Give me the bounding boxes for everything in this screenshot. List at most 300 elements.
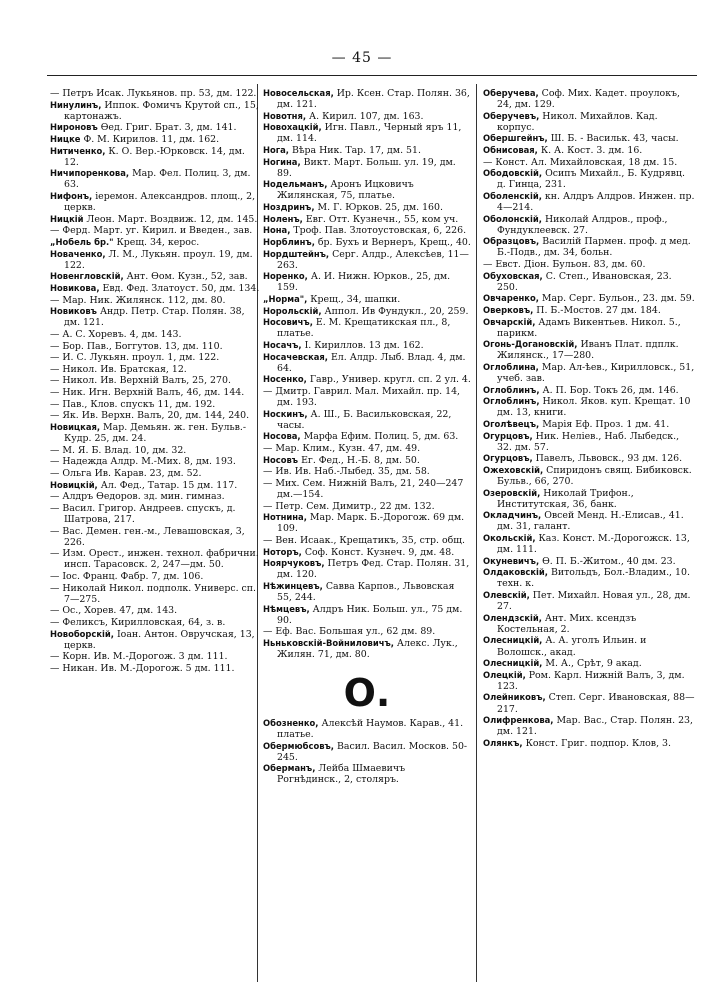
- directory-entry: [263, 638, 471, 660]
- entry-details: Каз. Конст. М.-Дорогожск. 13, дм. 111.: [497, 533, 690, 556]
- entry-surname: Носачевская,: [263, 351, 328, 362]
- directory-entry: [263, 478, 471, 500]
- entry-details: — М. Я. Б. Влад. 10, дм. 32.: [50, 444, 187, 456]
- directory-entry: [50, 456, 260, 467]
- directory-entry: [263, 443, 471, 454]
- directory-entry: [483, 613, 695, 635]
- directory-entry: [50, 146, 260, 168]
- directory-entry: [483, 431, 695, 453]
- entry-surname: Ничипоренкова,: [50, 168, 130, 179]
- entry-surname: Нѣмцевъ,: [263, 603, 310, 614]
- entry-details: Овсей Менд. Н.-Елисав., 41. дм. 31, галант.: [497, 510, 684, 533]
- directory-entry: [50, 583, 260, 605]
- entry-surname: Озеровскій,: [483, 487, 541, 498]
- directory-entry: [263, 535, 471, 546]
- directory-entry: [263, 225, 471, 236]
- entry-details: Троф. Пав. Злотоустовская, 6, 226.: [293, 225, 467, 237]
- entry-surname: Норенко,: [263, 271, 308, 282]
- entry-surname: Новикова,: [50, 282, 100, 293]
- directory-entry: [263, 501, 471, 512]
- entry-details: — Іос. Франц. Фабр. 7, дм. 106.: [50, 570, 204, 582]
- entry-surname: Ноздринъ,: [263, 202, 315, 213]
- entry-details: Петръ Фед. Стар. Полян. 31, дм. 120.: [277, 558, 470, 581]
- directory-entry: [263, 317, 471, 339]
- directory-entry: [263, 741, 471, 763]
- entry-details: — Еф. Вас. Большая ул., 62 дм. 89.: [263, 626, 436, 638]
- entry-surname: Ноторъ,: [263, 546, 302, 557]
- entry-details: — Ос., Хорев. 47, дм. 143.: [50, 605, 178, 617]
- entry-surname: Новаченко,: [50, 248, 106, 259]
- directory-entry: [50, 617, 260, 628]
- entry-details: Мар. Демьян. ж. ген. Бульв.-Кудр. 25, дм. 24.: [64, 422, 247, 445]
- entry-details: К. О. Вер.-Юрковск. 14, дм. 12.: [64, 145, 245, 168]
- entry-details: — Ферд. Март. уг. Кирил. и Введен., зав.: [50, 225, 253, 237]
- entry-details: Конст. Григ. подпор. Клов, 3.: [525, 737, 671, 749]
- entry-surname: Носенко,: [263, 374, 307, 385]
- entry-details: — Пав., Клов. спускъ 11, дм. 192.: [50, 398, 216, 410]
- directory-entry: [263, 145, 471, 156]
- directory-entry: [483, 133, 695, 144]
- entry-surname: Ницкій: [50, 213, 84, 224]
- entry-details: Марія Еф. Проз. 1 дм. 41.: [542, 419, 670, 431]
- directory-entry: [483, 692, 695, 714]
- entry-surname: Огурцовъ,: [483, 453, 533, 464]
- directory-entry: [483, 88, 695, 110]
- column-divider: [476, 84, 477, 982]
- entry-surname: Оголѣвецъ,: [483, 419, 540, 430]
- directory-entry: [263, 626, 471, 637]
- entry-surname: Окладчинъ,: [483, 510, 542, 521]
- directory-entry: [50, 168, 260, 190]
- entry-surname: Овчарскій,: [483, 316, 536, 327]
- entry-details: — Мар. Ник. Жилянск. 112, дм. 80.: [50, 294, 226, 306]
- entry-surname: Оболонскій,: [483, 213, 542, 224]
- entry-surname: Носова,: [263, 431, 301, 442]
- directory-column-2: [263, 88, 471, 786]
- section-letter-heading: О.: [343, 670, 391, 715]
- entry-details: Марфа Ефим. Полиц. 5, дм. 63.: [303, 431, 459, 443]
- entry-details: Мар. Марк. Б.-Дорогож. 69 дм. 109.: [277, 512, 465, 535]
- directory-entry: [483, 510, 695, 532]
- entry-details: Мар. Вас., Стар. Полян. 23, дм. 121.: [497, 715, 693, 738]
- entry-details: Пет. Михайл. Новая ул., 28, дм. 27.: [497, 590, 691, 613]
- entry-details: бр. Бухъ и Вернеръ, Крещ., 40.: [317, 236, 471, 248]
- entry-details: Алдръ Ник. Больш. ул., 75 дм. 90.: [277, 603, 463, 626]
- entry-details: Аппол. Ив Фундукл., 20, 259.: [324, 305, 469, 317]
- entry-surname: Оболенскій,: [483, 190, 542, 201]
- directory-entry: [483, 214, 695, 236]
- entry-surname: Оглоблинъ,: [483, 396, 540, 407]
- directory-entry: [50, 100, 260, 122]
- entry-surname: Нитиченко,: [50, 145, 106, 156]
- entry-details: С. Степ., Ивановская, 23. 250.: [497, 270, 672, 293]
- entry-surname: Новоборскій,: [50, 628, 114, 639]
- directory-entry: [50, 663, 260, 674]
- entry-surname: Носовичъ,: [263, 317, 313, 328]
- directory-entry: [483, 317, 695, 339]
- entry-details: А. П. Бор. Токъ 26, дм. 146.: [542, 384, 679, 396]
- directory-entry: [483, 271, 695, 293]
- entry-surname: „Нобель бр.": [50, 236, 114, 247]
- directory-entry: [50, 364, 260, 375]
- entry-details: — Вас. Демен. ген.-м., Левашовская, 3, 226.: [50, 525, 245, 548]
- entry-details: І. Кириллов. 13 дм. 162.: [304, 339, 424, 351]
- directory-entry: [483, 385, 695, 396]
- directory-entry: [50, 571, 260, 582]
- entry-details: А. Кирил. 107, дм. 163.: [309, 110, 424, 122]
- directory-entry: [483, 556, 695, 567]
- directory-entry: [263, 340, 471, 351]
- entry-details: А. А. уголъ Ильин. и Волошск., акад.: [497, 635, 647, 658]
- entry-details: Л. М., Лукьян. проул. 19, дм. 122.: [64, 248, 253, 271]
- directory-entry: [483, 236, 695, 258]
- directory-entry: [263, 409, 471, 431]
- entry-details: Ант. Өом. Кузн., 52, зав.: [126, 271, 248, 283]
- entry-details: Евг. Отт. Кузнечн., 55, ком уч.: [305, 213, 459, 225]
- entry-details: — Ник. Игн. Верхній Валъ, 46, дм. 144.: [50, 387, 245, 399]
- directory-entry: [483, 670, 695, 692]
- directory-entry: [263, 718, 471, 740]
- directory-entry: [263, 88, 471, 110]
- page-number: — 45 —: [331, 50, 393, 66]
- entry-details: Спиридонъ свящ. Бибиковск. Бульв., 66, 270.: [497, 465, 692, 488]
- entry-surname: Оберманъ,: [263, 763, 316, 774]
- entry-surname: Нинулинъ,: [50, 99, 102, 110]
- entry-details: Вѣра Ник. Тар. 17, дм. 51.: [291, 145, 421, 157]
- entry-details: Мар. Ал-ѣев., Кирилловск., 51, учеб. зав.: [497, 362, 695, 385]
- directory-entry: [263, 271, 471, 293]
- entry-details: Евд. Фед. Златоуст. 50, дм. 134.: [102, 282, 260, 294]
- entry-details: Мар. Фел. Полиц. 3, дм. 63.: [64, 168, 251, 191]
- entry-surname: Новицкая,: [50, 422, 101, 433]
- directory-entry: [263, 306, 471, 317]
- directory-entry: [483, 488, 695, 510]
- entry-details: — Ив. Ив. Наб.-Лыбед. 35, дм. 58.: [263, 466, 430, 478]
- directory-entry: [50, 88, 260, 99]
- directory-entry: [263, 466, 471, 477]
- entry-details: — Николай Никол. подполк. Универс. сп. 7—275.: [50, 582, 257, 605]
- entry-surname: Окольскій,: [483, 533, 536, 544]
- entry-surname: Нодельманъ,: [263, 179, 328, 190]
- directory-entry: [263, 202, 471, 213]
- entry-details: Ир. Ксен. Стар. Полян. 36, дм. 121.: [277, 88, 470, 111]
- directory-entry: [50, 122, 260, 133]
- entry-surname: Ногина,: [263, 156, 301, 167]
- directory-entry: [263, 386, 471, 408]
- directory-entry: [50, 445, 260, 456]
- entry-surname: Носовъ: [263, 454, 299, 465]
- directory-entry: [483, 590, 695, 612]
- directory-entry: [50, 651, 260, 662]
- entry-surname: Обермюбсовъ,: [263, 740, 334, 751]
- entry-details: — Феликсъ, Кирилловская, 64, з. в.: [50, 616, 226, 628]
- entry-details: Павелъ, Львовск., 93 дм. 126.: [535, 453, 683, 465]
- entry-details: Гавр., Универ. кругл. сп. 2 ул. 4.: [309, 374, 471, 386]
- entry-details: кн. Алдръ Алдров. Инжен. пр. 4—214.: [497, 190, 695, 214]
- directory-entry: [50, 283, 260, 294]
- entry-surname: Олянкъ,: [483, 737, 523, 748]
- directory-entry: [483, 293, 695, 304]
- entry-details: П. Б.-Мостов. 27 дм. 184.: [536, 305, 661, 317]
- entry-details: — Мар. Клим., Кузн. 47, дм. 49.: [263, 442, 421, 454]
- entry-surname: Норольскій,: [263, 305, 322, 316]
- directory-entry: [483, 305, 695, 316]
- entry-surname: Обуховская,: [483, 270, 543, 281]
- entry-details: К. А. Кост. 3. дм. 16.: [540, 145, 643, 157]
- entry-surname: Олейниковъ,: [483, 692, 546, 703]
- directory-entry: [483, 658, 695, 669]
- entry-surname: Ободовскій,: [483, 168, 543, 179]
- entry-surname: Нога,: [263, 145, 289, 156]
- entry-surname: Новицкій,: [50, 479, 98, 490]
- entry-details: А. И. Нижн. Юрков., 25, дм. 159.: [277, 271, 451, 294]
- entry-surname: Носкинъ,: [263, 408, 308, 419]
- directory-entry: [50, 605, 260, 616]
- entry-details: Ант. Мих. ксендзъ Костельная, 2.: [497, 612, 637, 635]
- entry-surname: „Норма",: [263, 293, 308, 304]
- entry-details: — Ольга Ив. Карав. 23, дм. 52.: [50, 467, 202, 479]
- directory-entry: [50, 629, 260, 651]
- directory-entry: [50, 214, 260, 225]
- entry-surname: Оглоблина,: [483, 362, 539, 373]
- directory-entry: [50, 375, 260, 386]
- directory-entry: [263, 179, 471, 201]
- directory-entry: [263, 122, 471, 144]
- directory-entry: [483, 453, 695, 464]
- directory-entry: [50, 548, 260, 570]
- entry-surname: Обозненко,: [263, 717, 319, 728]
- directory-entry: [50, 341, 260, 352]
- entry-details: — Изм. Орест., инжен. технол. фабрични. инсп. Тарасовск. 2, 247—дм. 50.: [50, 548, 259, 571]
- entry-details: — А. С. Хоревъ. 4, дм. 143.: [50, 328, 182, 340]
- entry-surname: Новотня,: [263, 110, 307, 121]
- directory-entry: [263, 512, 471, 534]
- entry-details: Игн. Павл., Черный яръ 11, дм. 114.: [277, 122, 462, 145]
- directory-entry: [50, 295, 260, 306]
- directory-entry: [263, 558, 471, 580]
- entry-details: — Як. Ив. Верхн. Валъ, 20, дм. 144, 240.: [50, 410, 250, 422]
- directory-entry: [50, 134, 260, 145]
- entry-details: Ел. Алдр. Лыб. Влад. 4, дм. 64.: [277, 351, 466, 374]
- entry-surname: Оглоблинъ,: [483, 384, 540, 395]
- entry-details: — И. С. Лукьян. проул. 1, дм. 122.: [50, 352, 220, 364]
- directory-entry: [483, 111, 695, 133]
- entry-surname: Обнисовая,: [483, 145, 538, 156]
- directory-entry: [50, 237, 260, 248]
- entry-surname: Олдаковскій,: [483, 567, 548, 578]
- entry-details: Ш. Б. - Васильк. 43, часы.: [550, 133, 679, 145]
- directory-entry: [483, 157, 695, 168]
- directory-entry: [483, 465, 695, 487]
- entry-details: Е. М. Крещатикская пл., 8, платье.: [277, 317, 451, 340]
- directory-entry: [263, 352, 471, 374]
- directory-entry: [50, 387, 260, 398]
- entry-surname: Олифренкова,: [483, 715, 554, 726]
- directory-entry: [483, 259, 695, 270]
- entry-details: — Конст. Ал. Михайловская, 18 дм. 15.: [483, 156, 678, 168]
- entry-details: Крещ., 34, шапки.: [310, 293, 401, 305]
- entry-details: Осипъ Михайл., Б. Кудрявц. д. Гинца, 231.: [497, 168, 685, 191]
- entry-details: М. Г. Юрков. 25, дм. 160.: [317, 202, 443, 214]
- directory-entry: [483, 191, 695, 213]
- entry-details: — Васил. Григор. Андреев. спускъ, д. Шатрова, 217.: [50, 502, 236, 525]
- directory-entry: [50, 271, 260, 282]
- entry-surname: Олендзскій,: [483, 612, 542, 623]
- directory-entry: [50, 191, 260, 213]
- entry-surname: Олесницкій,: [483, 635, 543, 646]
- directory-entry: [483, 567, 695, 589]
- header-rule: [47, 75, 697, 76]
- directory-entry: [50, 225, 260, 236]
- entry-surname: Олецкій,: [483, 669, 526, 680]
- entry-details: — Вен. Исаак., Крещатикъ, 35, стр. общ.: [263, 534, 466, 546]
- entry-surname: Нироновъ: [50, 122, 98, 133]
- directory-entry: [483, 168, 695, 190]
- directory-entry: [263, 157, 471, 179]
- directory-entry: [263, 374, 471, 385]
- entry-surname: Овчаренко,: [483, 293, 539, 304]
- directory-entry: [50, 329, 260, 340]
- directory-entry: [50, 410, 260, 421]
- directory-entry: [263, 547, 471, 558]
- entry-surname: Оберучева,: [483, 88, 539, 98]
- entry-details: — Дмитр. Гаврил. Мал. Михайл. пр. 14, дм. 193.: [263, 385, 461, 408]
- entry-surname: Олесницкій,: [483, 658, 543, 669]
- directory-entry: [263, 294, 471, 305]
- entry-details: — Бор. Пав., Боггутов. 13, дм. 110.: [50, 340, 223, 352]
- entry-details: Серг. Алдр., Алексѣев, 11—263.: [277, 248, 469, 271]
- entry-surname: Обершгейнъ,: [483, 133, 548, 144]
- entry-surname: Нордштейнъ,: [263, 248, 330, 259]
- entry-details: — Никол. Ив. Верхній Валъ, 25, 270.: [50, 375, 231, 387]
- directory-entry: [483, 533, 695, 555]
- entry-surname: Новосельская,: [263, 88, 334, 98]
- entry-details: Соф. Конст. Кузнеч. 9, дм. 48.: [304, 546, 455, 558]
- entry-details: Ф. М. Кирилов. 11, дм. 162.: [83, 133, 220, 145]
- entry-details: М. А., Срѣт, 9 акад.: [545, 658, 642, 670]
- entry-details: Ѳ. П. Б.-Житом., 40 дм. 23.: [542, 555, 676, 567]
- entry-details: Никол. Яков. куп. Крещат. 10 дм. 13, книги.: [497, 396, 691, 419]
- entry-details: Ал. Фед., Татар. 15 дм. 117.: [100, 479, 238, 491]
- entry-details: Витольдъ, Бол.-Владим., 10. техн. к.: [497, 567, 690, 590]
- entry-details: Николай Алдров., проф., Фундуклеевск. 27.: [497, 213, 668, 236]
- entry-surname: Оверковъ,: [483, 305, 534, 316]
- entry-details: Ник. Неліев., Наб. Лыбедск., 32. дм. 57.: [497, 430, 680, 453]
- directory-column-1: [50, 88, 260, 675]
- entry-details: Аронъ Ицковичъ Жилянская, 75, платье.: [277, 179, 414, 202]
- entry-details: — Петръ Исак. Лукьянов. пр. 53, дм. 122.: [50, 88, 257, 99]
- entry-surname: Новохацкій,: [263, 122, 322, 133]
- directory-entry: [263, 111, 471, 122]
- entry-details: Савва Карпов., Львовская 55, 244.: [277, 580, 455, 603]
- entry-details: — Надежда Алдр. М.-Мих. 8, дм. 193.: [50, 456, 236, 468]
- entry-details: іеремон. Александров. площ., 2, церкв.: [64, 190, 256, 214]
- entry-details: Ром. Карл. Нижній Валъ, 3, дм. 123.: [497, 669, 685, 692]
- entry-details: — Петр. Сем. Димитр., 22 дм. 132.: [263, 500, 435, 512]
- directory-entry: [483, 145, 695, 156]
- directory-entry: [263, 237, 471, 248]
- entry-details: — Никан. Ив. М.-Дорогож. 5 дм. 111.: [50, 662, 235, 674]
- entry-surname: Олевскій,: [483, 590, 530, 601]
- entry-surname: Нѣжинцевъ,: [263, 580, 323, 591]
- directory-entry: [263, 249, 471, 271]
- entry-surname: Нифонъ,: [50, 190, 93, 201]
- directory-entry: [50, 526, 260, 548]
- entry-details: Ег. Фед., Н.-Б. 8, дм. 50.: [301, 454, 420, 466]
- entry-details: Степ. Серг. Ивановская, 88—217.: [497, 692, 695, 715]
- entry-details: Иванъ Плат. пдплк. Жилянск., 17—280.: [497, 339, 679, 362]
- entry-details: Иппок. Фомичъ Крутой сп., 15, картонажъ.: [64, 99, 259, 122]
- directory-entry: [483, 419, 695, 430]
- entry-surname: Нона,: [263, 225, 291, 236]
- entry-details: Лейба Шмаевичъ Рогнѣдинск., 2, столяръ.: [277, 763, 406, 786]
- entry-details: Андр. Петр. Стар. Полян. 38, дм. 121.: [64, 306, 245, 329]
- entry-details: — Алдръ Өедоров. зд. мин. гимназ.: [50, 491, 225, 503]
- directory-entry: [50, 399, 260, 410]
- entry-surname: Окуневичъ,: [483, 555, 540, 566]
- entry-details: Васил. Васил. Москов. 50-245.: [277, 740, 468, 763]
- entry-surname: Огурцовъ,: [483, 430, 533, 441]
- entry-surname: Ницке: [50, 133, 81, 144]
- entry-details: Викт. Март. Больш. ул. 19, дм. 89.: [277, 156, 456, 179]
- entry-details: — Евст. Діон. Бульон. 83, дм. 60.: [483, 259, 646, 271]
- directory-entry: [263, 455, 471, 466]
- entry-surname: Новенгловскій,: [50, 271, 124, 282]
- entry-details: Николай Трифон., Институтская, 36, банк.: [497, 487, 634, 510]
- directory-entry: [263, 214, 471, 225]
- directory-entry: [50, 422, 260, 444]
- entry-details: Іоан. Антон. Овручская, 13, церкв.: [64, 628, 255, 651]
- entry-details: Василій Пармен. проф. д мед. Б.-Подв., дм. 34, больн.: [497, 236, 691, 259]
- entry-details: — Никол. Ив. Братская, 12.: [50, 363, 187, 375]
- directory-entry: [483, 635, 695, 657]
- entry-surname: Огонь-Догановскій,: [483, 339, 578, 350]
- entry-surname: Новиковъ: [50, 306, 97, 317]
- entry-details: А. Ш., Б. Васильковская, 22, часы.: [277, 408, 452, 431]
- directory-entry: [483, 396, 695, 418]
- directory-entry: [263, 581, 471, 603]
- directory-entry: [483, 362, 695, 384]
- entry-details: Никол. Михайлов. Кад. корпус.: [497, 110, 658, 133]
- entry-details: — Корн. Ив. М.-Дорогож. 3 дм. 111.: [50, 651, 228, 663]
- directory-entry: [50, 468, 260, 479]
- entry-details: Леон. Март. Воздвиж. 12, дм. 145.: [86, 213, 258, 225]
- directory-entry: [483, 715, 695, 737]
- directory-entry: [50, 352, 260, 363]
- entry-surname: Образцовъ,: [483, 236, 540, 247]
- entry-details: Алекс. Лук., Жилян. 71, дм. 80.: [277, 637, 458, 660]
- directory-entry: [50, 249, 260, 271]
- directory-entry: [263, 763, 471, 785]
- entry-surname: Ньньковскій-Войниловичъ,: [263, 637, 394, 648]
- entry-surname: Ожеховскій,: [483, 465, 544, 476]
- directory-entry: [263, 604, 471, 626]
- directory-entry: [50, 491, 260, 502]
- directory-entry: [50, 306, 260, 328]
- entry-details: Мар. Серг. Бульон., 23. дм. 59.: [541, 293, 695, 305]
- entry-details: Алексѣй Наумов. Карав., 41. платье.: [277, 717, 464, 740]
- entry-surname: Нотнина,: [263, 512, 307, 523]
- directory-entry: [483, 738, 695, 749]
- directory-entry: [50, 480, 260, 491]
- entry-details: — Мих. Сем. Нижній Валъ, 21, 240—247 дм.—154.: [263, 477, 464, 500]
- directory-entry: [263, 431, 471, 442]
- entry-surname: Норблинъ,: [263, 236, 315, 247]
- directory-entry: [483, 339, 695, 361]
- entry-surname: Ноярчуковъ,: [263, 558, 325, 569]
- entry-details: Крещ. 34, керос.: [116, 236, 200, 248]
- entry-surname: Оберучевъ,: [483, 110, 540, 121]
